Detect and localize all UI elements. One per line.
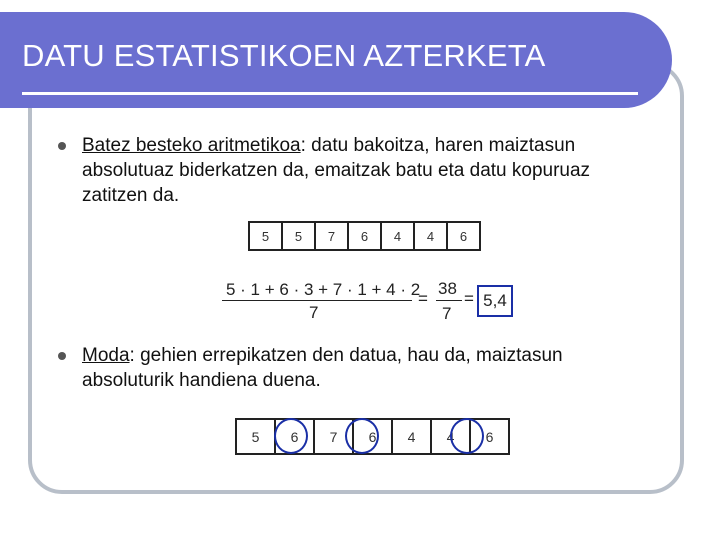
table-cell: 7 [315,222,348,250]
formula-numerator-2: 38 [438,279,457,298]
table-cell: 4 [392,419,431,454]
bullet1-line3: zatitzen da. [82,185,180,206]
table-cell: 6 [348,222,381,250]
data-table-1 [248,221,481,251]
mode-circle [274,418,308,454]
title-underline [22,92,638,95]
term-mode: Moda [82,345,130,366]
table-cell: 6 [470,419,509,454]
table-cell: 4 [381,222,414,250]
equals-sign: = [418,289,428,308]
slide-title: DATU ESTATISTIKOEN AZTERKETA [22,38,546,73]
fraction-line [222,300,412,301]
table-cell: 5 [282,222,315,250]
result-box: 5,4 [477,285,513,317]
table-cell: 5 [236,419,275,454]
term-mean: Batez besteko aritmetikoa [82,135,301,156]
table-cell: 5 [249,222,282,250]
formula-denominator: 7 [309,303,319,322]
bullet-icon [58,352,66,360]
equals-sign-2: = [464,289,474,308]
bullet2-line1: : gehien errepikatzen den datua, hau da, maiztasun [129,345,563,366]
formula-denominator-2: 7 [442,304,452,323]
bullet1-line2: absolutuaz biderkatzen da, emaitzak batu eta datu kopuruaz [82,160,591,181]
table-cell: 6 [447,222,480,250]
bullet2-text [82,343,692,393]
table-cell: 7 [314,419,353,454]
table-cell: 4 [431,419,470,454]
fraction-line-2 [436,300,462,301]
mode-circle [450,418,484,454]
bullet2-line2: absoluturik handiena duena. [82,370,321,391]
table-cell: 6 [353,419,392,454]
bullet-icon [58,142,66,150]
table-cell: 6 [275,419,314,454]
mode-circle [345,418,379,454]
formula-numerator: 5 · 1 + 6 · 3 + 7 · 1 + 4 · 2 [226,280,421,299]
table-cell: 4 [414,222,447,250]
bullet1-line1: : datu bakoitza, haren maiztasun [300,135,576,156]
bullet1-text [82,133,692,208]
